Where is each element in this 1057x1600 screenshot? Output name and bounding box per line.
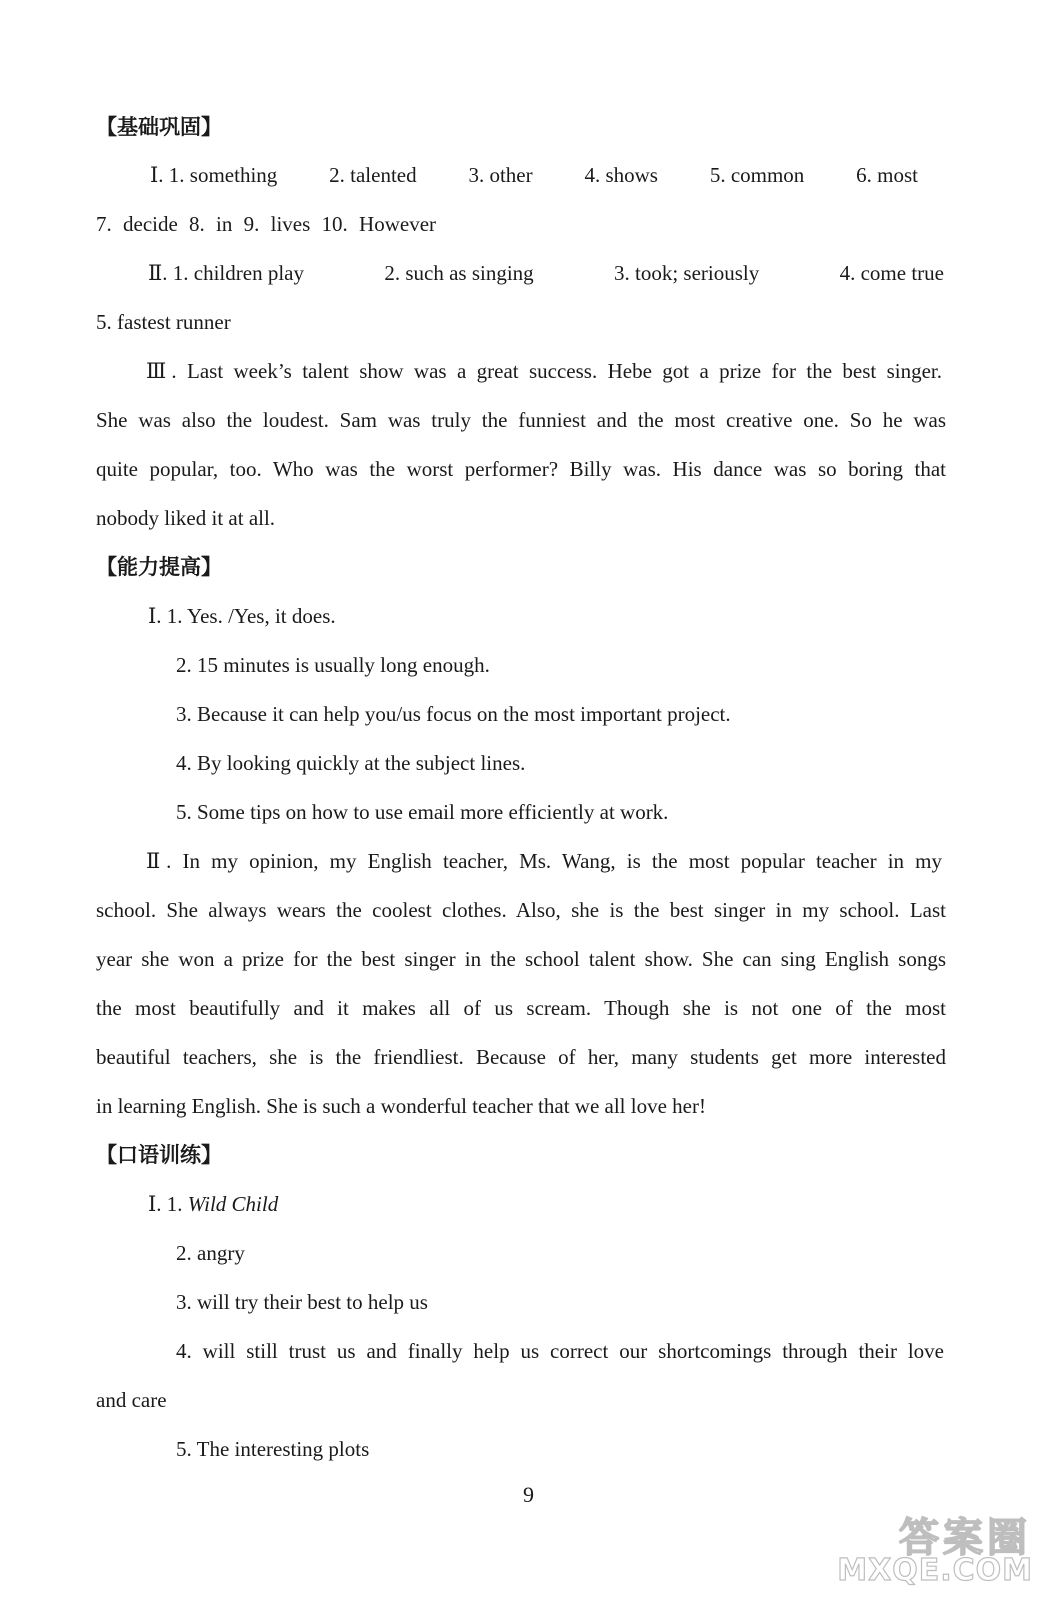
basic-part3-line: nobody liked it at all.: [96, 506, 276, 530]
basic-part1-item: 6. most: [856, 163, 918, 187]
watermark-logo: [837, 1504, 1039, 1588]
basic-part3-line: quite popular, too. Who was the worst performer? Billy was. His dance was so boring that: [96, 457, 946, 481]
basic-part2-item: 3. took; seriously: [614, 261, 760, 285]
basic-part2-row2: 5. fastest runner: [96, 310, 231, 334]
ability-part2-line: year she won a prize for the best singer in the school talent show. She can sing English songs: [96, 947, 946, 971]
basic-part1-item: 3. other: [468, 163, 533, 187]
watermark-bottom-text: MXQE.COM: [837, 1553, 1033, 1588]
ability-part1-item: 4. By looking quickly at the subject lines.: [176, 751, 526, 775]
basic-part1-item: 2. talented: [329, 163, 417, 187]
basic-part1-item: 4. shows: [584, 163, 658, 187]
basic-part3-line: She was also the loudest. Sam was truly the funniest and the most creative one. So he was: [96, 408, 946, 432]
page-number: 9: [523, 1482, 534, 1507]
basic-part1-item: 5. common: [709, 163, 805, 187]
section-heading-oral: 【口语训练】: [96, 1143, 222, 1167]
ability-part1-item: 2. 15 minutes is usually long enough.: [176, 653, 490, 677]
basic-part1-item: Ⅰ. 1. something: [150, 163, 278, 187]
section-heading-basic: 【基础巩固】: [96, 115, 222, 139]
basic-part2-row1: [148, 258, 944, 288]
oral-part1-item-cont: and care: [96, 1388, 167, 1412]
ability-part2-line: the most beautifully and it makes all of us scream. Though she is not one of the most: [96, 996, 946, 1020]
ability-part2-line: in learning English. She is such a wonderful teacher that we all love her!: [96, 1094, 706, 1118]
ability-part1-item: Ⅰ. 1. Yes. /Yes, it does.: [148, 604, 336, 628]
basic-part1-row2: 7. decide 8. in 9. lives 10. However: [96, 212, 437, 236]
watermark-top-text: 答案圈: [899, 1515, 1031, 1561]
ability-part2-line: Ⅱ. In my opinion, my English teacher, Ms. Wang, is the most popular teacher in my: [146, 849, 942, 873]
oral-part1-item: 3. will try their best to help us: [176, 1290, 428, 1314]
basic-part2-item: 2. such as singing: [384, 261, 534, 285]
basic-part3-line: Ⅲ. Last week’s talent show was a great success. Hebe got a prize for the best singer.: [146, 359, 942, 383]
oral-part1-item: 2. angry: [176, 1241, 245, 1265]
oral-part1-item: [148, 1189, 278, 1219]
ability-part2-line: beautiful teachers, she is the friendliest. Because of her, many students get more interested: [96, 1045, 946, 1069]
section-heading-ability: 【能力提高】: [96, 555, 222, 579]
oral-part1-item: 5. The interesting plots: [176, 1437, 370, 1461]
basic-part2-item: Ⅱ. 1. children play: [148, 261, 304, 285]
ability-part1-item: 5. Some tips on how to use email more efficiently at work.: [176, 800, 669, 824]
oral-item-number: Ⅰ. 1.: [148, 1192, 188, 1216]
ability-part1-item: 3. Because it can help you/us focus on the most important project.: [176, 702, 731, 726]
basic-part2-item: 4. come true: [839, 261, 944, 285]
basic-part1-row1: [150, 160, 918, 190]
ability-part2-line: school. She always wears the coolest clothes. Also, she is the best singer in my school. Last: [96, 898, 946, 922]
oral-part1-item: 4. will still trust us and finally help us correct our shortcomings through their love: [176, 1339, 944, 1363]
oral-item-title: Wild Child: [187, 1192, 279, 1216]
